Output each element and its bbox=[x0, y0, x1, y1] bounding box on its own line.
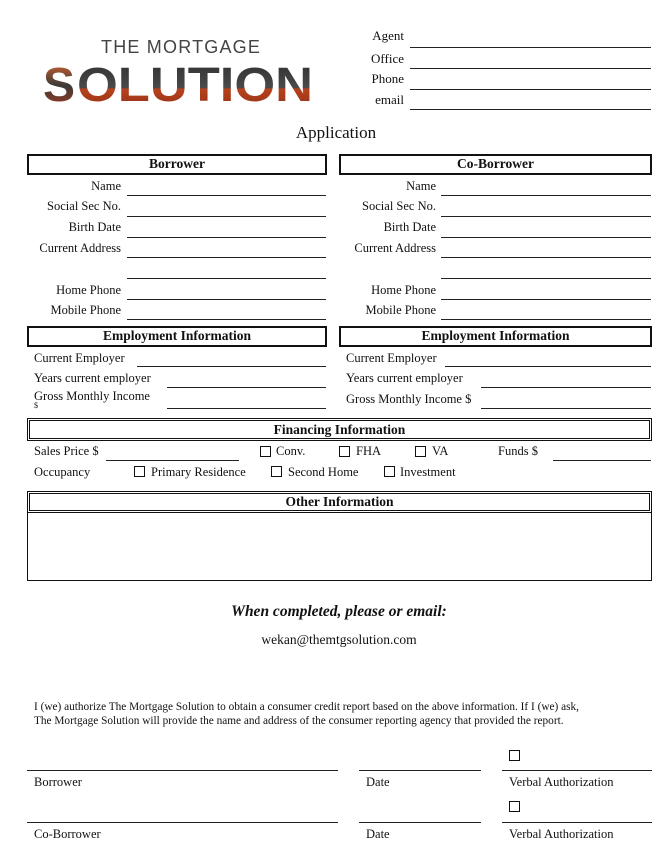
second-home-label: Second Home bbox=[288, 465, 359, 479]
borrower-date-line[interactable] bbox=[359, 770, 481, 771]
coborrower-mobile-label: Mobile Phone bbox=[365, 303, 436, 317]
coborrower-years-field[interactable] bbox=[481, 387, 651, 388]
borrower-verbal-checkbox[interactable] bbox=[509, 750, 520, 761]
logo-solution bbox=[43, 55, 315, 105]
borrower-verbal-label: Verbal Authorization bbox=[509, 775, 614, 789]
borrower-address-field-2[interactable] bbox=[127, 278, 326, 279]
coborrower-income-label: Gross Monthly Income $ bbox=[346, 392, 472, 406]
borrower-verbal-line bbox=[502, 770, 652, 771]
occupancy-label: Occupancy bbox=[34, 465, 91, 479]
sales-price-field[interactable] bbox=[106, 460, 239, 461]
office-field[interactable] bbox=[410, 68, 651, 69]
funds-label: Funds $ bbox=[498, 444, 538, 458]
borrower-name-label: Name bbox=[91, 179, 121, 193]
other-info-textarea[interactable] bbox=[27, 512, 652, 581]
coborrower-homephone-label: Home Phone bbox=[371, 283, 436, 297]
coborrower-header: Co-Borrower bbox=[339, 154, 652, 175]
coborrower-homephone-field[interactable] bbox=[441, 299, 651, 300]
coborrower-verbal-line bbox=[502, 822, 652, 823]
agent-field[interactable] bbox=[410, 47, 651, 48]
logo-top-text: THE MORTGAGE bbox=[101, 37, 262, 57]
borrower-ssn-label: Social Sec No. bbox=[47, 199, 121, 213]
sales-price-label: Sales Price $ bbox=[34, 444, 99, 458]
coborrower-birthdate-label: Birth Date bbox=[383, 220, 436, 234]
borrower-years-field[interactable] bbox=[167, 387, 326, 388]
coborrower-ssn-label: Social Sec No. bbox=[362, 199, 436, 213]
coborrower-income-field[interactable] bbox=[481, 408, 651, 409]
coborrower-mobile-field[interactable] bbox=[441, 319, 651, 320]
borrower-mobile-field[interactable] bbox=[127, 319, 326, 320]
coborrower-address-label: Current Address bbox=[354, 241, 436, 255]
logo-initial: S bbox=[43, 59, 76, 105]
borrower-income-field[interactable] bbox=[167, 408, 326, 409]
primary-residence-label: Primary Residence bbox=[151, 465, 246, 479]
coborrower-employment-header: Employment Information bbox=[339, 326, 652, 347]
fha-checkbox[interactable] bbox=[339, 446, 350, 457]
other-info-header: Other Information bbox=[27, 491, 652, 513]
borrower-years-label: Years current employer bbox=[34, 371, 151, 385]
borrower-address-label: Current Address bbox=[39, 241, 121, 255]
borrower-homephone-label: Home Phone bbox=[56, 283, 121, 297]
office-label: Office bbox=[371, 51, 404, 66]
coborrower-address-field-2[interactable] bbox=[441, 278, 651, 279]
logo-main-text: OLUTION bbox=[77, 59, 313, 105]
borrower-date-label: Date bbox=[366, 775, 390, 789]
borrower-birthdate-label: Birth Date bbox=[68, 220, 121, 234]
investment-checkbox[interactable] bbox=[384, 466, 395, 477]
borrower-signature-label: Borrower bbox=[34, 775, 82, 789]
coborrower-name-label: Name bbox=[406, 179, 436, 193]
email-label: email bbox=[375, 92, 404, 107]
phone-field[interactable] bbox=[410, 89, 651, 90]
borrower-employment-header: Employment Information bbox=[27, 326, 327, 347]
borrower-homephone-field[interactable] bbox=[127, 299, 326, 300]
investment-label: Investment bbox=[400, 465, 456, 479]
coborrower-signature-label: Co-Borrower bbox=[34, 827, 101, 841]
borrower-ssn-field[interactable] bbox=[127, 216, 326, 217]
borrower-income-label: Gross Monthly Income bbox=[34, 389, 150, 403]
borrower-employer-label: Current Employer bbox=[34, 351, 125, 365]
coborrower-years-label: Years current employer bbox=[346, 371, 463, 385]
borrower-header: Borrower bbox=[27, 154, 327, 175]
coborrower-signature-line[interactable] bbox=[27, 822, 338, 823]
coborrower-date-line[interactable] bbox=[359, 822, 481, 823]
coborrower-date-label: Date bbox=[366, 827, 390, 841]
completion-heading: When completed, please or email: bbox=[231, 603, 447, 620]
financing-header: Financing Information bbox=[27, 418, 652, 441]
coborrower-name-field[interactable] bbox=[441, 195, 651, 196]
completion-email[interactable]: wekan@themtgsolution.com bbox=[261, 632, 417, 647]
coborrower-verbal-label: Verbal Authorization bbox=[509, 827, 614, 841]
coborrower-verbal-checkbox[interactable] bbox=[509, 801, 520, 812]
page-title: Application bbox=[295, 123, 377, 142]
phone-label: Phone bbox=[371, 71, 404, 86]
conv-label: Conv. bbox=[276, 444, 306, 458]
primary-residence-checkbox[interactable] bbox=[134, 466, 145, 477]
borrower-employer-field[interactable] bbox=[137, 366, 326, 367]
email-field[interactable] bbox=[410, 109, 651, 110]
va-checkbox[interactable] bbox=[415, 446, 426, 457]
coborrower-birthdate-field[interactable] bbox=[441, 237, 651, 238]
authorization-line-2: The Mortgage Solution will provide the name and address of the consumer reporting agency that provided the report. bbox=[34, 715, 564, 727]
borrower-income-dollar: $ bbox=[34, 401, 38, 410]
va-label: VA bbox=[432, 444, 449, 458]
borrower-signature-line[interactable] bbox=[27, 770, 338, 771]
coborrower-employer-field[interactable] bbox=[445, 366, 651, 367]
coborrower-ssn-field[interactable] bbox=[441, 216, 651, 217]
authorization-line-1: I (we) authorize The Mortgage Solution to obtain a consumer credit report based on the above information. If I (we) ask, bbox=[34, 701, 580, 713]
borrower-mobile-label: Mobile Phone bbox=[50, 303, 121, 317]
borrower-birthdate-field[interactable] bbox=[127, 237, 326, 238]
coborrower-employer-label: Current Employer bbox=[346, 351, 437, 365]
agent-label: Agent bbox=[372, 28, 404, 43]
fha-label: FHA bbox=[356, 444, 382, 458]
borrower-address-field[interactable] bbox=[127, 257, 326, 258]
coborrower-address-field[interactable] bbox=[441, 257, 651, 258]
funds-field[interactable] bbox=[553, 460, 651, 461]
conv-checkbox[interactable] bbox=[260, 446, 271, 457]
borrower-name-field[interactable] bbox=[127, 195, 326, 196]
second-home-checkbox[interactable] bbox=[271, 466, 282, 477]
